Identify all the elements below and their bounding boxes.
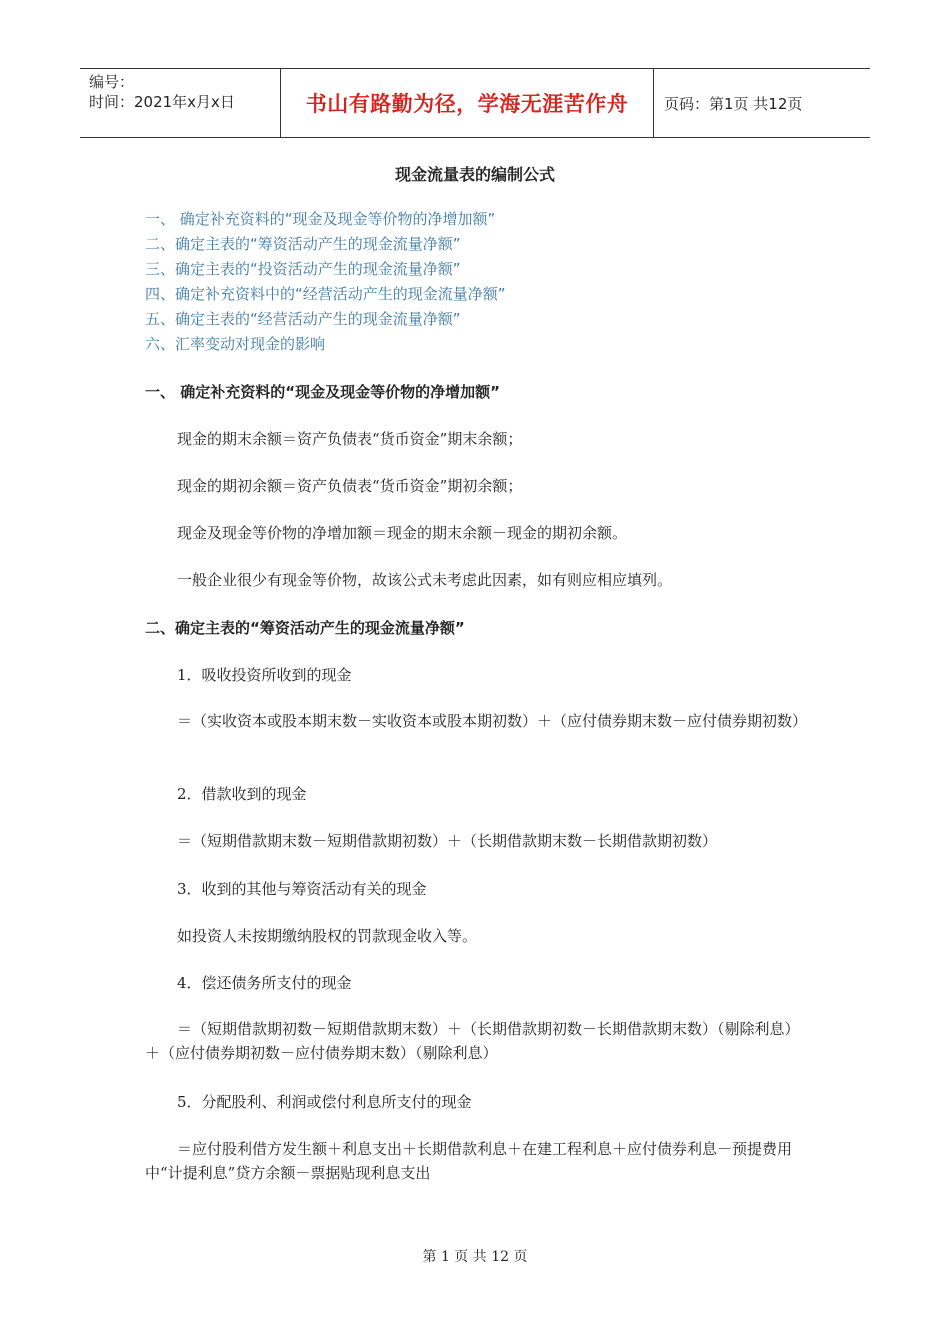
- section-1-line-3: 现金及现金等价物的净增加额＝现金的期末余额－现金的期初余额。: [177, 524, 628, 542]
- section-2-formula-3: 如投资人未按期缴纳股权的罚款现金收入等。: [177, 927, 478, 945]
- toc-link-3[interactable]: 三、确定主表的“投资活动产生的现金流量净额”: [145, 260, 461, 278]
- header-page-number: 页码：第1页 共12页: [664, 94, 803, 113]
- motto-text: 书山有路勤为径，学海无涯苦作舟: [305, 92, 629, 116]
- toc-link-5[interactable]: 五、确定主表的“经营活动产生的现金流量净额”: [145, 310, 461, 328]
- document-number-label: 编号：: [89, 73, 135, 91]
- section-2-formula-4: ＝（短期借款期初数－短期借款期末数）＋（长期借款期初数－长期借款期末数）（剔除利息）＋（应付债券期初数－应付债券期末数）（剔除利息）: [145, 1020, 800, 1062]
- page-header: [80, 68, 870, 138]
- document-time-label: 时间：2021年x月x日: [89, 93, 235, 111]
- section-2-item-5: 5．分配股利、利润或偿付利息所支付的现金: [177, 1093, 472, 1111]
- section-2-item-3: 3．收到的其他与筹资活动有关的现金: [177, 880, 427, 898]
- section-2-item-1: 1．吸收投资所收到的现金: [177, 666, 352, 684]
- section-2-formula-5: ＝应付股利借方发生额＋利息支出＋长期借款利息＋在建工程利息＋应付债券利息－预提费用中“计提利息”贷方余额－票据贴现利息支出: [145, 1140, 793, 1182]
- section-2-formula-1: ＝（实收资本或股本期末数－实收资本或股本期初数）＋（应付债券期末数－应付债券期初数）: [177, 712, 808, 730]
- toc-link-1[interactable]: 一、 确定补充资料的“现金及现金等价物的净增加额”: [145, 210, 496, 228]
- toc-link-6[interactable]: 六、汇率变动对现金的影响: [145, 335, 326, 353]
- page-footer: 第 1 页 共 12 页: [422, 1249, 528, 1265]
- section-1-line-1: 现金的期末余额＝资产负债表“货币资金”期末余额；: [177, 430, 523, 448]
- section-1-line-4: 一般企业很少有现金等价物，故该公式未考虑此因素，如有则应相应填列。: [177, 571, 673, 589]
- toc-link-2[interactable]: 二、确定主表的“筹资活动产生的现金流量净额”: [145, 235, 461, 253]
- header-motto-cell: [281, 69, 654, 137]
- table-of-contents: [145, 207, 506, 357]
- toc-link-4[interactable]: 四、确定补充资料中的“经营活动产生的现金流量净额”: [145, 285, 506, 303]
- section-2-formula-2: ＝（短期借款期末数－短期借款期初数）＋（长期借款期末数－长期借款期初数）: [177, 832, 718, 850]
- document-title: 现金流量表的编制公式: [394, 165, 555, 184]
- section-2-item-2: 2．借款收到的现金: [177, 785, 307, 803]
- header-meta-cell: [80, 69, 281, 137]
- header-page-cell: [654, 69, 870, 137]
- section-1-heading: 一、 确定补充资料的“现金及现金等价物的净增加额”: [145, 383, 500, 401]
- section-2-heading: 二、确定主表的“筹资活动产生的现金流量净额”: [145, 619, 465, 637]
- section-2-item-4: 4．偿还债务所支付的现金: [177, 974, 352, 992]
- section-1-line-2: 现金的期初余额＝资产负债表“货币资金”期初余额；: [177, 477, 523, 495]
